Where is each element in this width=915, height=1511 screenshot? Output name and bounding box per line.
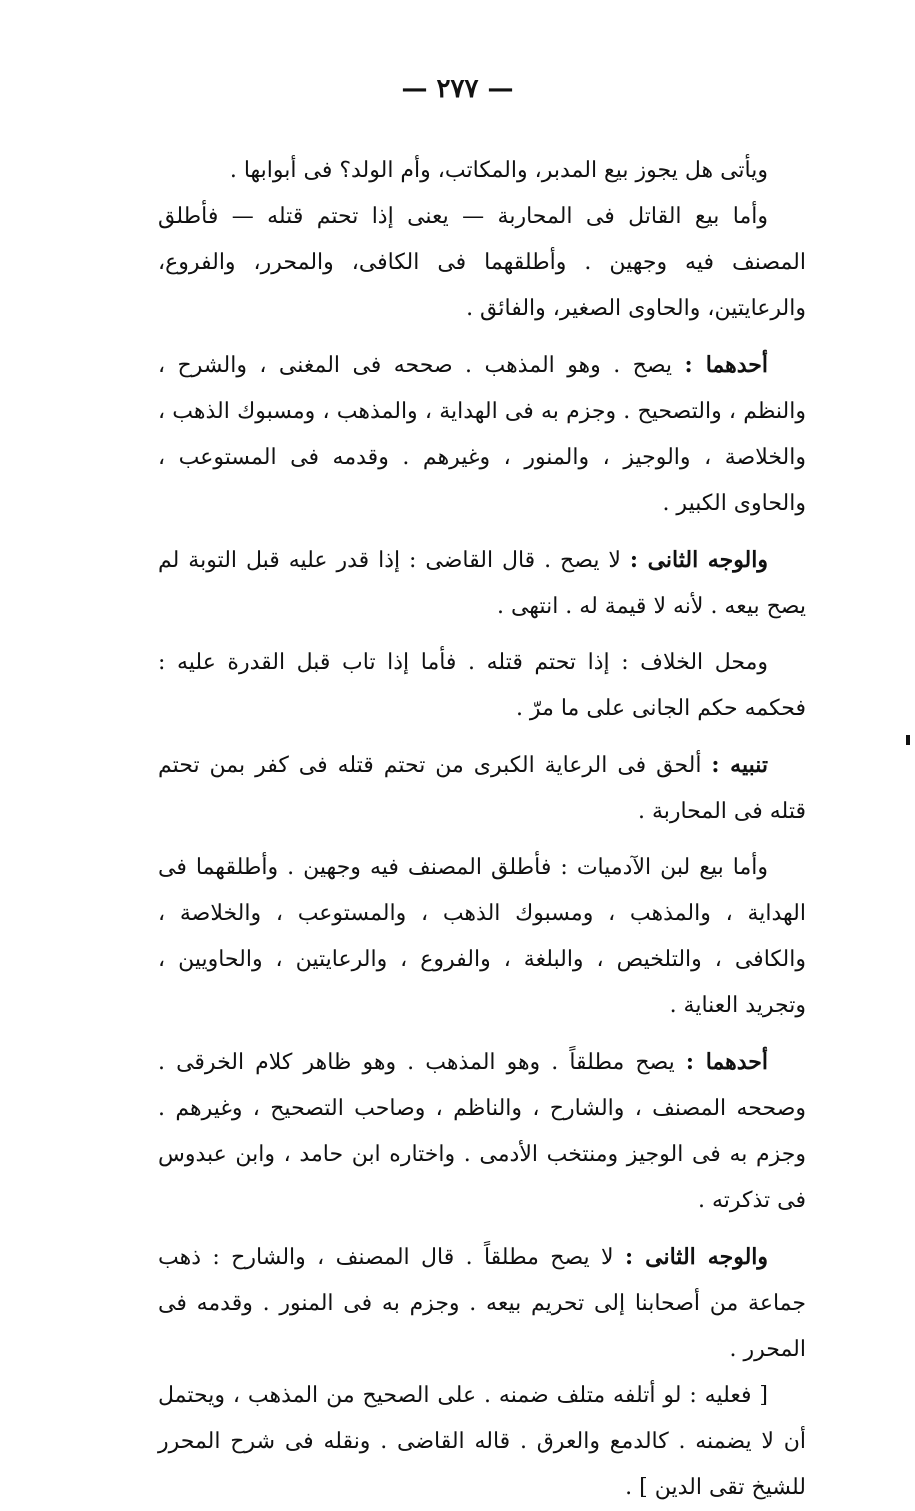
page-number: — ٢٧٧ — xyxy=(401,74,514,104)
paragraph xyxy=(158,194,806,332)
paragraph-text: ألحق فى الرعاية الكبرى من تحتم قتله فى كفر بمن تحتم قتله فى المحاربة . xyxy=(158,753,806,824)
paragraph-lead: والوجه الثانى : xyxy=(624,1244,769,1270)
margin-mark xyxy=(906,735,910,745)
paragraph-text: وأما بيع لبن الآدميات : فأطلق المصنف فيه وجهين . وأطلقهما فى الهداية ، والمذهب ، ومسبوك الذهب ، والمستوعب ، والخلاصة ، والكافى ، والتلخيص ، والبلغة ، والفروع ، والرعايتين ، والحاويين ، وتجريد العناية . xyxy=(158,855,806,1018)
paragraph-text: يصح مطلقاً . وهو المذهب . وهو ظاهر كلام الخرقى . وصححه المصنف ، والشارح ، والناظم ، وصاحب التصحيح ، وغيرهم . وجزم به فى الوجيز ومنتخب الأدمى . واختاره ابن حامد ، وابن عبدوس فى تذكرته . xyxy=(158,1050,806,1213)
paragraph-text: لا يصح . قال القاضى : إذا قدر عليه قبل التوبة لم يصح بيعه . لأنه لا قيمة له . انتهى . xyxy=(158,548,806,619)
paragraph-text: ويأتى هل يجوز بيع المدبر، والمكاتب، وأم الولد؟ فى أبوابها . xyxy=(229,158,768,183)
paragraph-lead: تنبيه : xyxy=(711,752,768,778)
paragraph-lead: أحدهما : xyxy=(685,1049,768,1075)
paragraph-text: يصح . وهو المذهب . صححه فى المغنى ، والشرح ، والنظم ، والتصحيح . وجزم به فى الهداية ، والمذهب ، ومسبوك الذهب ، والخلاصة ، والوجيز ، والمنور ، وغيرهم . وقدمه فى المستوعب ، والحاوى الكبير . xyxy=(158,353,806,516)
page-body-text xyxy=(158,148,806,1511)
paragraph xyxy=(158,1373,806,1511)
paragraph xyxy=(158,845,806,1029)
paragraph xyxy=(158,537,806,630)
paragraph xyxy=(158,640,806,732)
paragraph xyxy=(158,742,806,835)
paragraph xyxy=(158,148,806,194)
paragraph-text: ومحل الخلاف : إذا تحتم قتله . فأما إذا تاب قبل القدرة عليه : فحكمه حكم الجانى على ما مرّ . xyxy=(158,650,806,721)
paragraph-text: وأما بيع القاتل فى المحاربة — يعنى إذا تحتم قتله — فأطلق المصنف فيه وجهين . وأطلقهما فى الكافى، والمحرر، والفروع، والرعايتين، والحاوى الصغير، والفائق . xyxy=(158,204,806,321)
paragraph-lead: والوجه الثانى : xyxy=(629,547,768,573)
paragraph-lead: أحدهما : xyxy=(684,352,768,378)
paragraph xyxy=(158,1039,806,1224)
paragraph xyxy=(158,1234,806,1373)
paragraph-text: [ فعليه : لو أتلفه متلف ضمنه . على الصحيح من المذهب ، ويحتمل أن لا يضمنه . كالدمع والعرق . قاله القاضى . ونقله فى شرح المحرر للشيخ تقى الدين ] . xyxy=(158,1383,806,1500)
paragraph-text: لا يصح مطلقاً . قال المصنف ، والشارح : ذهب جماعة من أصحابنا إلى تحريم بيعه . وجزم به فى المنور . وقدمه فى المحرر . xyxy=(158,1245,806,1362)
paragraph xyxy=(158,342,806,527)
